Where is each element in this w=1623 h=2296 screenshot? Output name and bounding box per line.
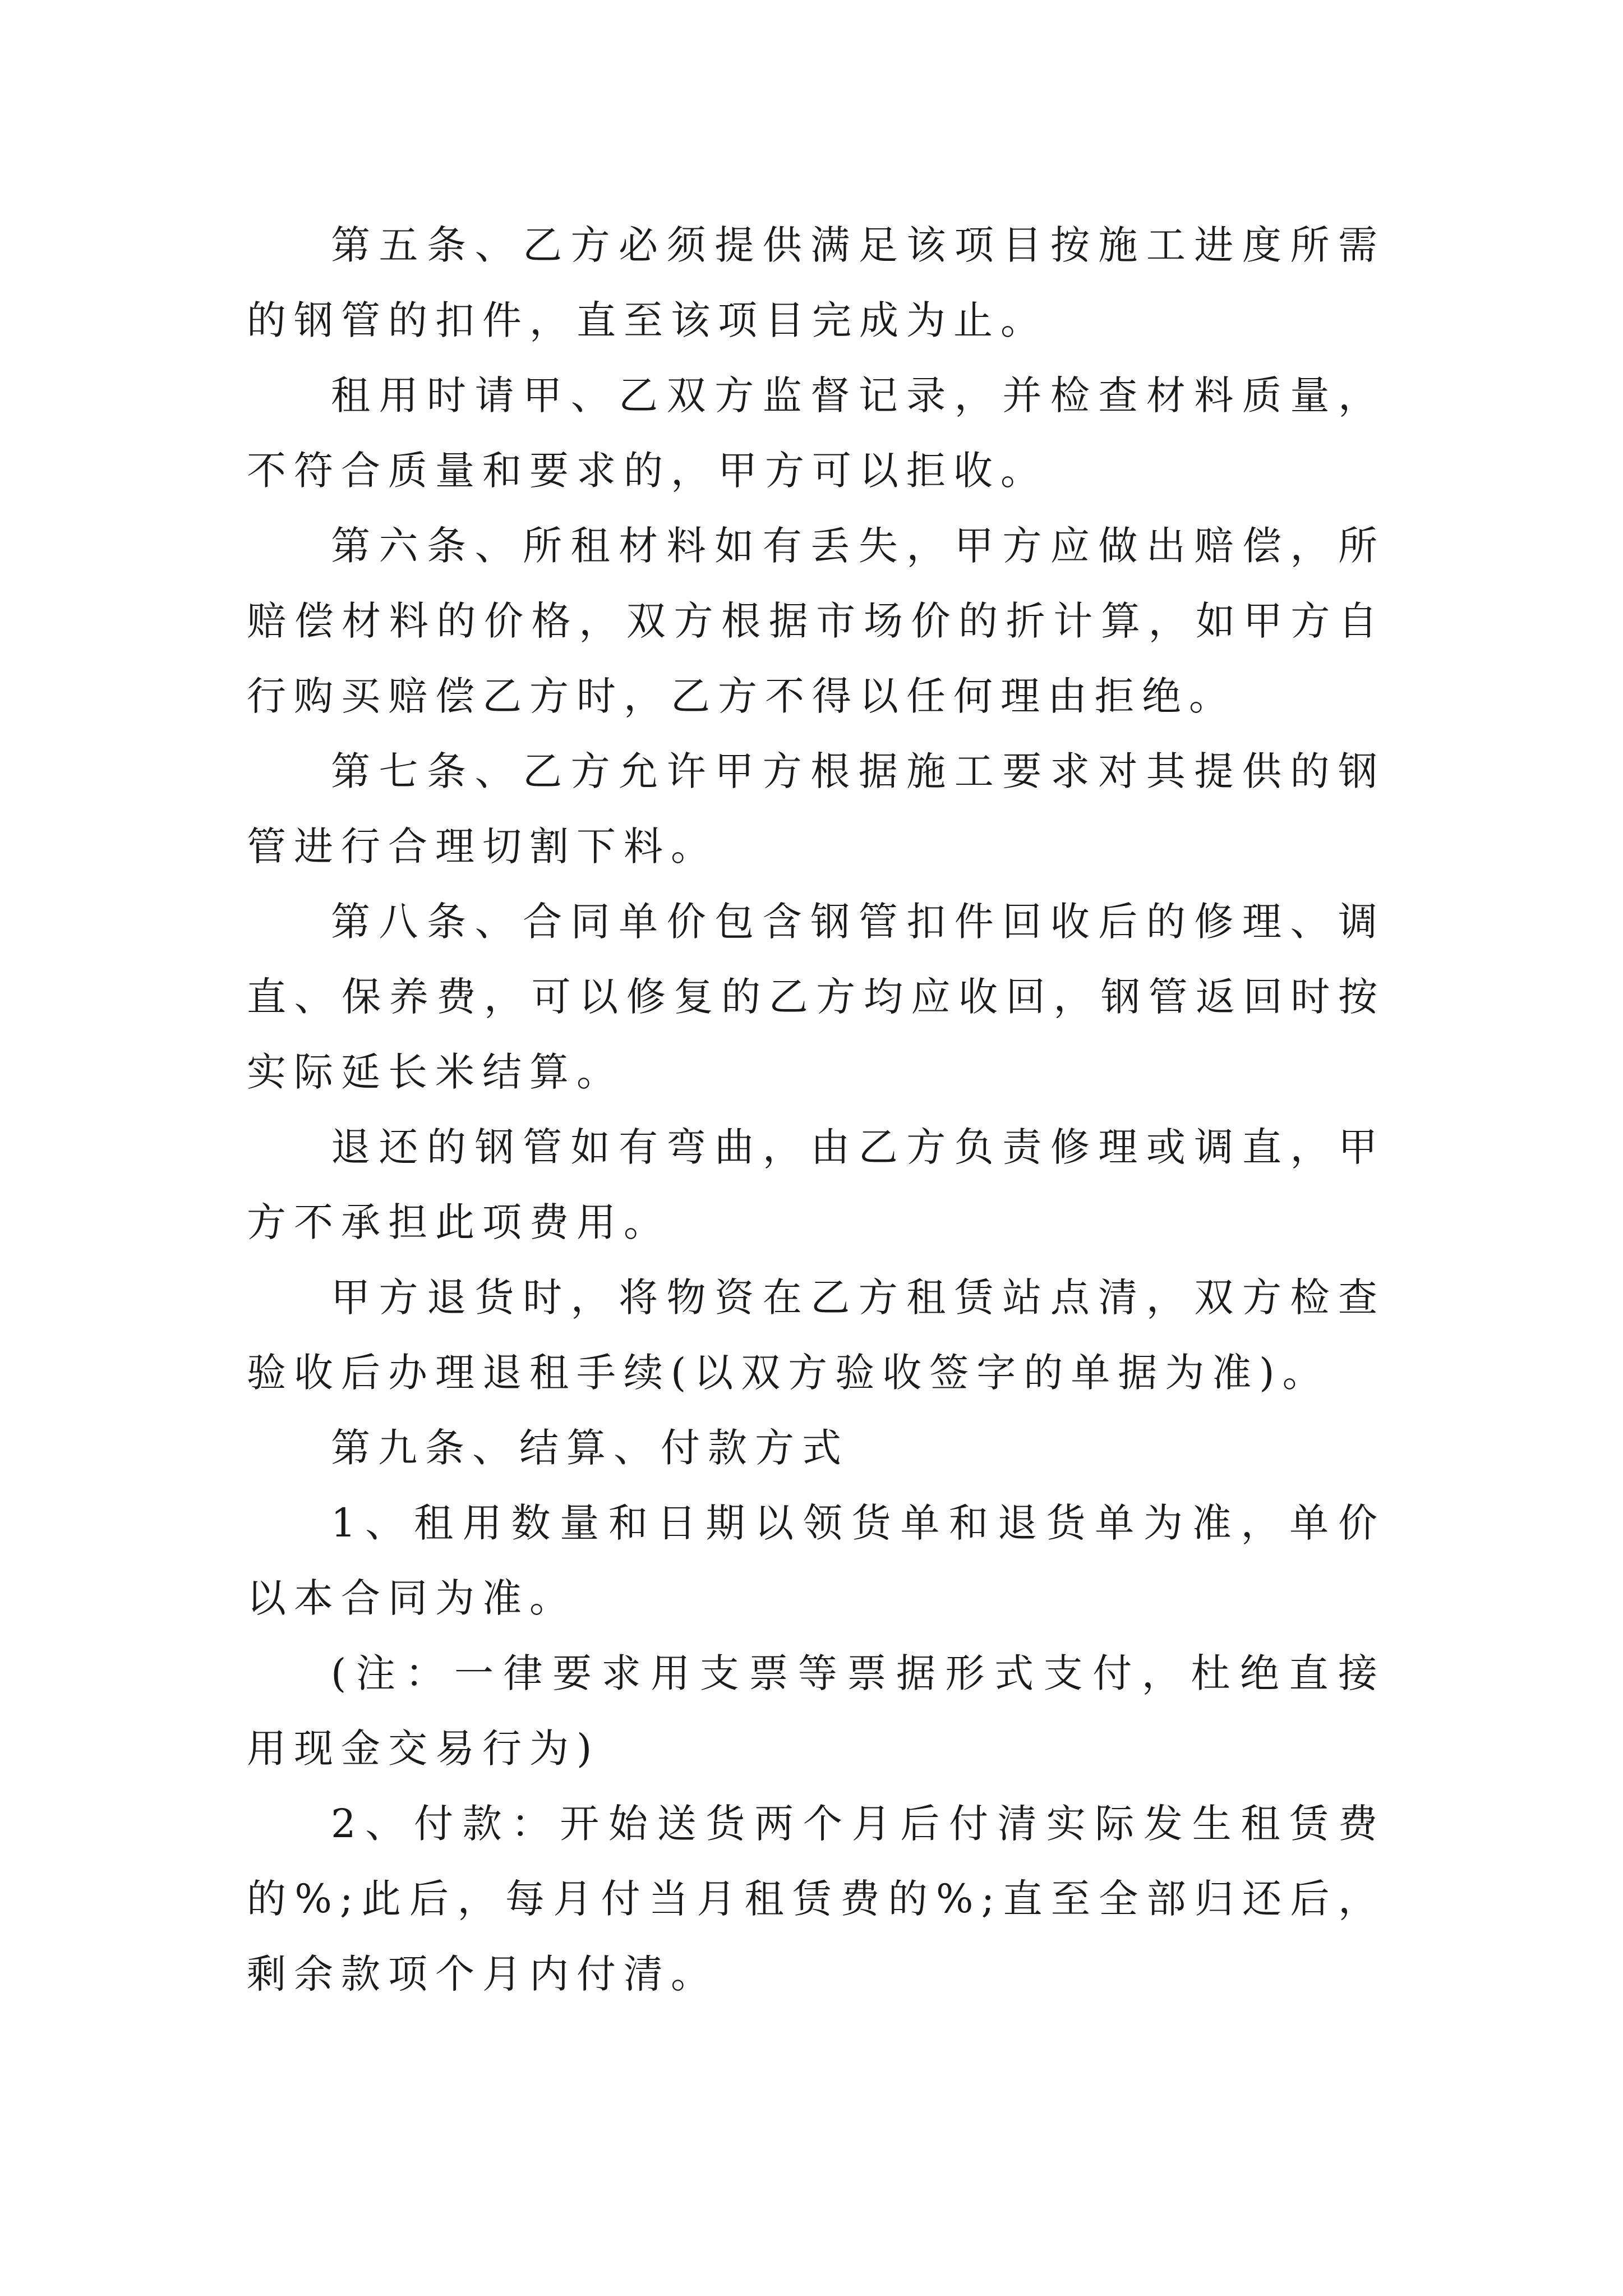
- document-body: [247, 208, 1385, 2012]
- paragraph-bent-pipes: 退还的钢管如有弯曲，由乙方负责修理或调直，甲方不承担此项费用。: [247, 1124, 1385, 1245]
- paragraph-article-9-heading: 第九条、结算、付款方式: [331, 1425, 849, 1471]
- paragraph-inspection: 租用时请甲、乙双方监督记录，并检查材料质量，不符合质量和要求的，甲方可以拒收。: [247, 372, 1385, 494]
- paragraph-note: (注：一律要求用支票等票据形式支付，杜绝直接用现金交易行为): [247, 1650, 1385, 1772]
- paragraph-article-5: 第五条、乙方必须提供满足该项目按施工进度所需的钢管的扣件，直至该项目完成为止。: [247, 222, 1385, 343]
- paragraph-item-1: 1、租用数量和日期以领货单和退货单为准，单价以本合同为准。: [247, 1500, 1385, 1621]
- paragraph-return-goods: 甲方退货时，将物资在乙方租赁站点清，双方检查验收后办理退租手续(以双方验收签字的单据为准)。: [247, 1274, 1385, 1396]
- paragraph-item-2: 2、付款：开始送货两个月后付清实际发生租赁费的%;此后，每月付当月租赁费的%;直至全部归还后，剩余款项个月内付清。: [247, 1801, 1385, 1997]
- paragraph-article-8: 第八条、合同单价包含钢管扣件回收后的修理、调直、保养费，可以修复的乙方均应收回，钢管返回时按实际延长米结算。: [247, 899, 1385, 1095]
- paragraph-article-7: 第七条、乙方允许甲方根据施工要求对其提供的钢管进行合理切割下料。: [247, 748, 1385, 869]
- paragraph-article-6: 第六条、所租材料如有丢失，甲方应做出赔偿，所赔偿材料的价格，双方根据市场价的折计算，如甲方自行购买赔偿乙方时，乙方不得以任何理由拒绝。: [247, 523, 1385, 719]
